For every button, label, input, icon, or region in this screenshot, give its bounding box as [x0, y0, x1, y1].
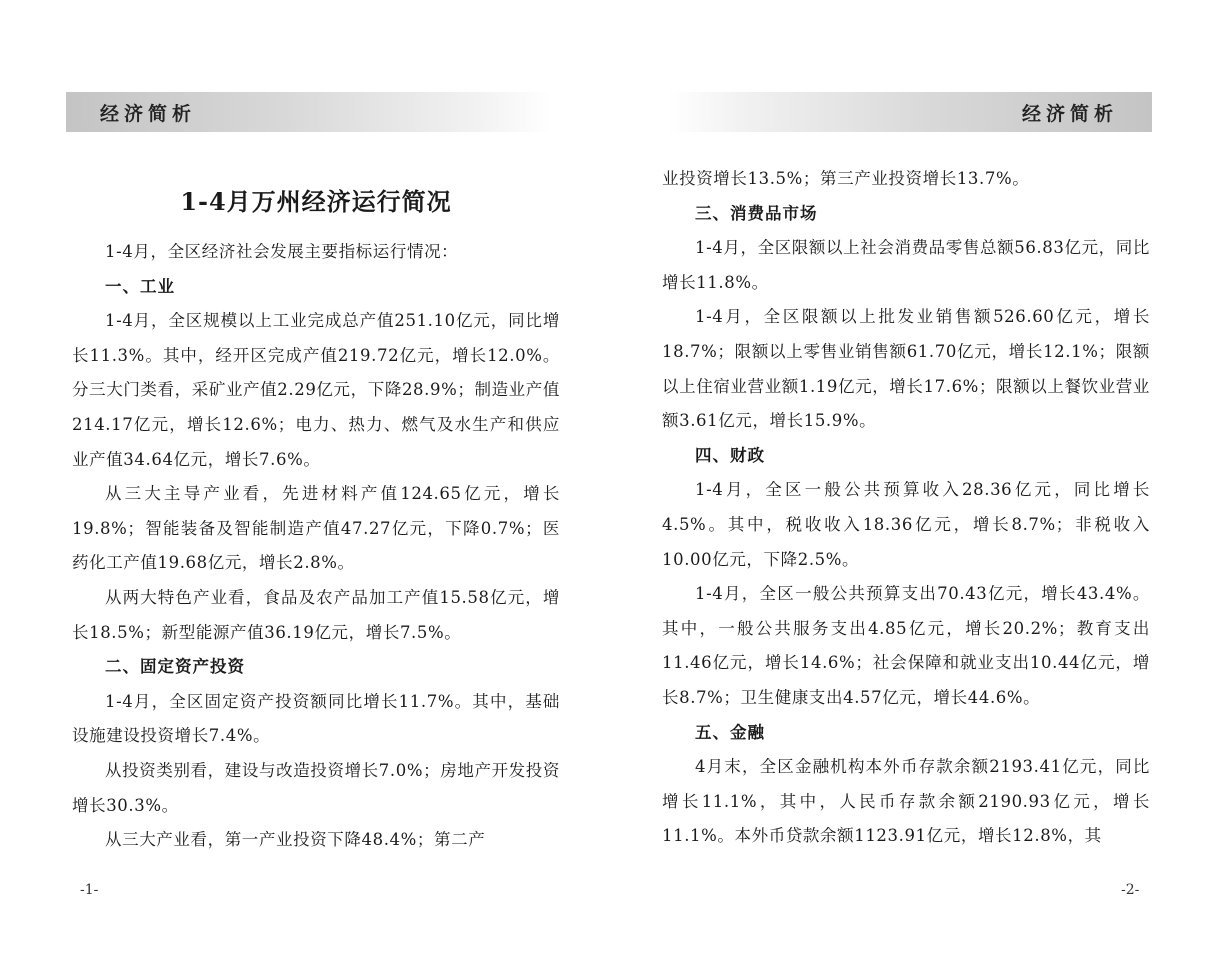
industry-paragraph-3: 从两大特色产业看，食品及农产品加工产值15.58亿元，增长18.5%；新型能源产值36.19亿元，增长7.5%。: [72, 587, 560, 642]
industry-paragraph-2: 从三大主导产业看，先进材料产值124.65亿元，增长19.8%；智能装备及智能制造产值47.27亿元，下降0.7%；医药化工产值19.68亿元，增长2.8%。: [72, 484, 560, 573]
section-heading-finance: 四、财政: [695, 445, 765, 465]
section-heading-banking: 五、金融: [695, 722, 765, 742]
right-page: [609, 0, 1218, 977]
investment-paragraph-2: 从投资类别看，建设与改造投资增长7.0%；房地产开发投资增长30.3%。: [72, 760, 560, 815]
finance-paragraph-1: 1-4月，全区一般公共预算收入28.36亿元，同比增长4.5%。其中，税收收入18.36亿元，增长8.7%；非税收入10.00亿元，下降2.5%。: [662, 480, 1150, 569]
left-header-bar: [66, 92, 551, 132]
left-page-content: [72, 160, 560, 858]
investment-paragraph-1: 1-4月，全区固定资产投资额同比增长11.7%。其中，基础设施建设投资增长7.4%。: [72, 691, 560, 746]
continuation-paragraph: 业投资增长13.5%；第三产业投资增长13.7%。: [662, 169, 1030, 188]
article-title: 1-4月万州经济运行简况: [180, 187, 452, 216]
left-header-title: 经济简析: [100, 102, 197, 125]
investment-paragraph-3: 从三大产业看，第一产业投资下降48.4%；第二产: [105, 830, 486, 850]
page-number-right: -2-: [1121, 882, 1140, 898]
right-header-bar: [667, 92, 1152, 132]
right-header-title: 经济简析: [1021, 102, 1118, 125]
section-heading-investment: 二、固定资产投资: [105, 657, 245, 677]
page-number-left: -1-: [80, 882, 99, 898]
intro-paragraph: 1-4月，全区经济社会发展主要指标运行情况：: [105, 242, 459, 261]
section-heading-consumer: 三、消费品市场: [695, 203, 818, 223]
section-heading-industry: 一、工业: [105, 276, 175, 296]
consumer-paragraph-2: 1-4月，全区限额以上批发业销售额526.60亿元，增长18.7%；限额以上零售业销售额61.70亿元，增长12.1%；限额以上住宿业营业额1.19亿元，增长17.6%；限额以上餐饮业营业额3.61亿元，增长15.9%。: [662, 307, 1150, 431]
industry-paragraph-1: 1-4月，全区规模以上工业完成总产值251.10亿元，同比增长11.3%。其中，经开区完成产值219.72亿元，增长12.0%。分三大门类看，采矿业产值2.29亿元，下降28.9%；制造业产值214.17亿元，增长12.6%；电力、热力、燃气及水生产和供应业产值34.64亿元，增长7.6%。: [72, 311, 560, 469]
banking-paragraph-1: 4月末，全区金融机构本外币存款余额2193.41亿元，同比增长11.1%，其中，人民币存款余额2190.93亿元，增长11.1%。本外币贷款余额1123.91亿元，增长12.8%，其: [662, 757, 1150, 846]
right-page-content: [662, 162, 1150, 854]
finance-paragraph-2: 1-4月，全区一般公共预算支出70.43亿元，增长43.4%。其中，一般公共服务支出4.85亿元，增长20.2%；教育支出11.46亿元，增长14.6%；社会保障和就业支出10.44亿元，增长8.7%；卫生健康支出4.57亿元，增长44.6%。: [662, 584, 1150, 707]
consumer-paragraph-1: 1-4月，全区限额以上社会消费品零售总额56.83亿元，同比增长11.8%。: [662, 238, 1150, 292]
